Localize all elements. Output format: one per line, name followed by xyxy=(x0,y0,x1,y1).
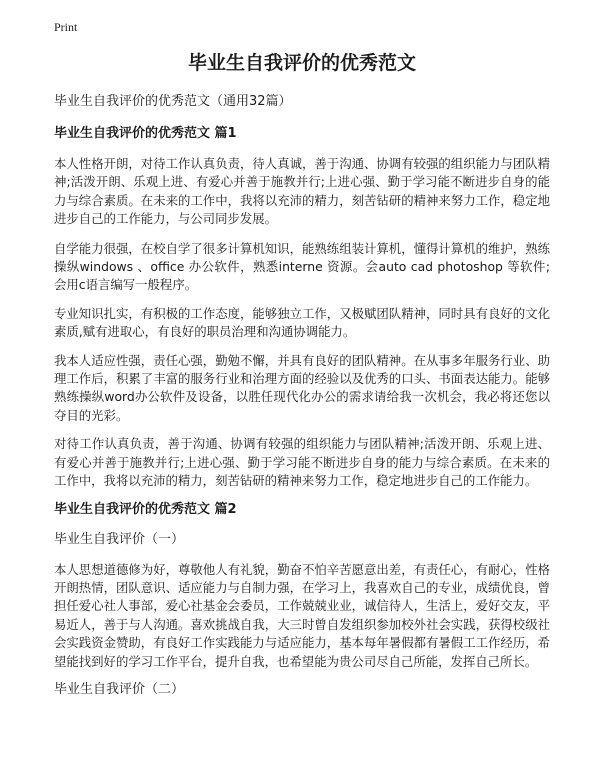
paragraph: 本人思想道德修为好，尊敬他人有礼貌，勤奋不怕辛苦愿意出差，有责任心，有耐心，性格开朗热情，团队意识、适应能力与自制力强，在学习上，我喜欢自己的专业，成绩优良，曾担任爱心社人事部，爱心社基金会委员，工作兢兢业业，诚信待人，生活上，爱好交友，平易近人，善于与人沟通。喜欢挑战自我，大三时曾自发组织参加校外社会实践，获得校级社会实践资金赞助，有良好工作实践能力与适应能力，基本每年暑假都有暑假工工作经历，希望能找到好的学习工作平台，提升自我，也希望能为贵公司尽自己所能，发挥自己所长。 xyxy=(54,561,550,669)
section-heading-2: 毕业生自我评价的优秀范文 篇2 xyxy=(54,501,237,517)
sub-heading: 毕业生自我评价（一） xyxy=(54,531,185,547)
paragraph: 我本人适应性强，责任心强，勤勉不懈，并具有良好的团队精神。在从事多年服务行业、助理工作后，积累了丰富的服务行业和治理方面的经验以及优秀的口头、书面表达能力。能够熟练操纵word办公软件及设备，以胜任现代化办公的需求请给我一次机会，我必将还您以夺目的光彩。 xyxy=(54,352,550,423)
document-subtitle: 毕业生自我评价的优秀范文（通用32篇） xyxy=(54,94,292,109)
document-title: 毕业生自我评价的优秀范文 xyxy=(187,52,416,74)
document-body xyxy=(54,50,550,711)
print-link[interactable]: Print xyxy=(54,20,78,34)
paragraph: 对待工作认真负责，善于沟通、协调有较强的组织能力与团队精神;活泼开朗、乐观上进、有爱心并善于施教并行;上进心强、勤于学习能不断进步自身的能力与综合素质。在未来的工作中，我将以充沛的精力，刻苦钻研的精神来努力工作，稳定地进步自己的工作能力。 xyxy=(54,436,550,489)
paragraph: 本人性格开朗，对待工作认真负责，待人真诚，善于沟通、协调有较强的组织能力与团队精神;活泼开朗、乐观上进、有爱心并善于施教并行;上进心强、勤于学习能不断进步自身的能力与综合素质。在未来的工作中，我将以充沛的精力，刻苦钻研的精神来努力工作，稳定地进步自己的工作能力，与公司同步发展。 xyxy=(54,156,550,227)
sub-heading: 毕业生自我评价（二） xyxy=(54,681,185,697)
paragraph: 专业知识扎实，有积极的工作态度，能够独立工作，又极赋团队精神，同时具有良好的文化素质,赋有进取心，有良好的职员治理和沟通协调能力。 xyxy=(54,305,550,340)
section-heading-1: 毕业生自我评价的优秀范文 篇1 xyxy=(54,126,237,141)
paragraph: 自学能力很强，在校自学了很多计算机知识，能熟练组装计算机，懂得计算机的维护，熟练操纵windows 、office 办公软件，熟悉interne 资源。会auto cad photoshop 等软件;会用c语言编写一般程序。 xyxy=(54,240,550,293)
